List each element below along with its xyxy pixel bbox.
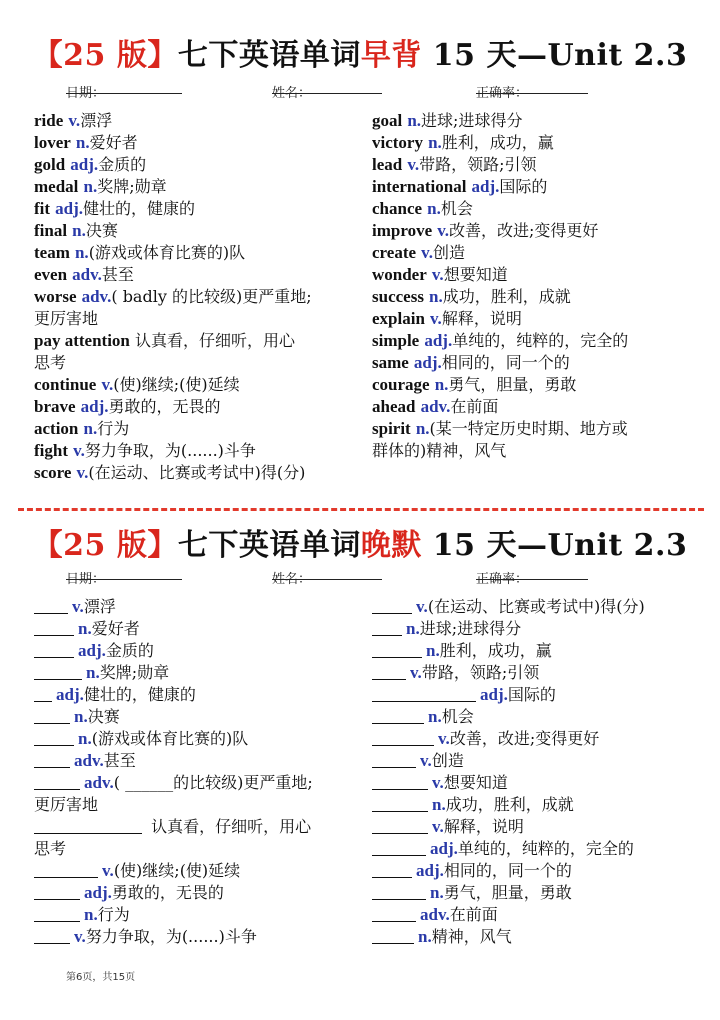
word-meaning: 相同的，同一个的 xyxy=(441,353,570,372)
word-meaning: 漂浮 xyxy=(83,597,116,616)
part-of-speech: n. xyxy=(83,419,98,438)
dictation-row xyxy=(372,728,645,750)
vocab-row xyxy=(372,242,628,264)
answer-blank[interactable] xyxy=(372,644,422,658)
accuracy-blank[interactable] xyxy=(476,82,588,94)
accuracy-label: 正确率： xyxy=(476,86,529,101)
vocab-word: even xyxy=(34,265,68,284)
evening-right-column xyxy=(372,596,645,948)
part-of-speech: n. xyxy=(86,663,100,682)
dictation-row xyxy=(372,618,645,640)
word-meaning: 精神，风气 xyxy=(431,927,512,946)
answer-blank[interactable] xyxy=(372,820,428,834)
vocab-row xyxy=(372,286,628,308)
dictation-row xyxy=(34,816,313,838)
meaning-continuation: 更厉害地 xyxy=(34,795,99,814)
part-of-speech: adj. xyxy=(480,685,508,704)
word-meaning: 带路，领路;引领 xyxy=(419,155,537,174)
part-of-speech: v. xyxy=(102,861,114,880)
vocab-row xyxy=(372,374,628,396)
word-meaning: 行为 xyxy=(97,905,130,924)
dictation-row xyxy=(34,772,313,794)
word-meaning: 努力争取，为(......)斗争 xyxy=(85,927,257,946)
part-of-speech: adj. xyxy=(424,331,453,350)
part-of-speech: n. xyxy=(407,111,422,130)
word-meaning: 甚至 xyxy=(103,751,136,770)
vocab-row xyxy=(372,264,628,286)
part-of-speech: adj. xyxy=(70,155,99,174)
word-meaning: 解释，说明 xyxy=(443,817,524,836)
word-meaning: (使)继续;(使)延续 xyxy=(113,861,241,880)
dictation-row xyxy=(372,640,645,662)
page-footer: 第6页，共15页 xyxy=(66,972,136,983)
part-of-speech: v. xyxy=(430,309,442,328)
vocab-row xyxy=(34,286,312,308)
dictation-row xyxy=(34,640,313,662)
vocab-row xyxy=(372,154,628,176)
dictation-row xyxy=(34,926,313,948)
part-of-speech: v. xyxy=(72,597,84,616)
answer-blank[interactable] xyxy=(372,930,414,944)
title-bracket: 【25 版】 xyxy=(32,38,178,73)
word-meaning: 成功，胜利，成就 xyxy=(442,287,571,306)
answer-blank[interactable] xyxy=(372,688,476,702)
answer-blank[interactable] xyxy=(34,864,98,878)
dictation-row xyxy=(34,750,313,772)
dictation-row xyxy=(34,662,313,684)
vocab-word: gold xyxy=(34,155,66,174)
dictation-row xyxy=(372,772,645,794)
part-of-speech: n. xyxy=(427,199,441,218)
vocab-word: worse xyxy=(34,287,77,306)
answer-blank[interactable] xyxy=(34,776,80,790)
name-blank[interactable] xyxy=(272,82,382,94)
vocab-word: chance xyxy=(372,199,423,218)
dictation-row xyxy=(372,750,645,772)
vocab-row xyxy=(34,374,312,396)
part-of-speech: n. xyxy=(74,243,89,262)
part-of-speech: adj. xyxy=(56,685,84,704)
word-meaning: 勇敢的，无畏的 xyxy=(111,883,224,902)
part-of-speech: adj. xyxy=(78,641,106,660)
morning-left-column xyxy=(34,110,312,484)
part-of-speech: n. xyxy=(428,133,442,152)
word-meaning: 决赛 xyxy=(87,707,120,726)
answer-blank[interactable] xyxy=(372,754,416,768)
answer-blank[interactable] xyxy=(34,754,70,768)
vocab-word: lover xyxy=(34,133,71,152)
date-label: 日期： xyxy=(66,572,106,587)
dictation-row xyxy=(372,860,645,882)
vocab-row xyxy=(372,330,628,352)
word-meaning: 奖牌;勋章 xyxy=(97,177,167,196)
vocab-word: courage xyxy=(372,375,430,394)
answer-blank[interactable] xyxy=(34,820,142,834)
part-of-speech: v. xyxy=(74,927,86,946)
part-of-speech: v. xyxy=(68,111,81,130)
word-meaning: 勇气，胆量，勇敢 xyxy=(448,375,577,394)
vocab-row xyxy=(372,352,628,374)
part-of-speech: v. xyxy=(407,155,420,174)
answer-blank[interactable] xyxy=(372,776,428,790)
part-of-speech: n. xyxy=(429,287,443,306)
part-of-speech: n. xyxy=(426,641,440,660)
word-meaning: 相同的，同一个的 xyxy=(443,861,572,880)
part-of-speech: n. xyxy=(406,619,420,638)
part-of-speech: n. xyxy=(74,707,88,726)
word-meaning: 创造 xyxy=(432,243,465,262)
answer-blank[interactable] xyxy=(372,600,412,614)
vocab-word: wonder xyxy=(372,265,427,284)
morning-title xyxy=(0,30,720,74)
answer-blank[interactable] xyxy=(372,908,416,922)
word-meaning: 创造 xyxy=(431,751,464,770)
word-meaning: 健壮的，健康的 xyxy=(83,685,196,704)
part-of-speech: adj. xyxy=(413,353,442,372)
part-of-speech: v. xyxy=(410,663,422,682)
part-of-speech: v. xyxy=(420,751,432,770)
dictation-row xyxy=(372,706,645,728)
vocab-word: action xyxy=(34,419,79,438)
vocab-word: continue xyxy=(34,375,97,394)
part-of-speech: adj. xyxy=(416,861,444,880)
word-meaning: 勇气，胆量，勇敢 xyxy=(443,883,572,902)
vocab-word: pay attention xyxy=(34,331,130,350)
part-of-speech: adv. xyxy=(81,287,112,306)
part-of-speech: v. xyxy=(101,375,114,394)
name-blank[interactable] xyxy=(272,568,382,580)
title-main-b: 15 天—Unit 2.3 xyxy=(421,38,688,73)
answer-blank[interactable] xyxy=(34,688,52,702)
word-meaning: 甚至 xyxy=(101,265,134,284)
dictation-row xyxy=(372,596,645,618)
part-of-speech: n. xyxy=(428,707,442,726)
part-of-speech: n. xyxy=(84,905,98,924)
word-meaning: 单纯的，纯粹的，完全的 xyxy=(457,839,634,858)
part-of-speech: v. xyxy=(438,729,450,748)
word-meaning: 国际的 xyxy=(499,177,548,196)
vocab-row xyxy=(372,396,628,418)
part-of-speech: adj. xyxy=(430,839,458,858)
dictation-row xyxy=(372,816,645,838)
word-meaning: 漂浮 xyxy=(80,111,113,130)
word-meaning: 单纯的，纯粹的，完全的 xyxy=(452,331,629,350)
word-meaning: 改善，改进;变得更好 xyxy=(449,221,599,240)
word-meaning: 爱好者 xyxy=(89,133,138,152)
vocab-row xyxy=(34,264,312,286)
answer-blank[interactable] xyxy=(34,732,74,746)
word-meaning: 成功，胜利，成就 xyxy=(445,795,574,814)
evening-left-column xyxy=(34,596,313,948)
answer-blank[interactable] xyxy=(34,600,68,614)
vocab-word: same xyxy=(372,353,409,372)
vocab-row xyxy=(34,154,312,176)
dictation-row xyxy=(372,926,645,948)
part-of-speech: n. xyxy=(75,133,90,152)
dictation-row xyxy=(34,882,313,904)
word-meaning: 在前面 xyxy=(450,397,499,416)
dictation-row xyxy=(372,882,645,904)
word-meaning: 解释，说明 xyxy=(441,309,522,328)
vocab-row xyxy=(372,198,628,220)
vocab-word: international xyxy=(372,177,467,196)
name-label: 姓名： xyxy=(272,572,312,587)
part-of-speech: adj. xyxy=(471,177,500,196)
vocab-word: simple xyxy=(372,331,420,350)
vocab-row xyxy=(372,220,628,242)
dictation-row xyxy=(34,904,313,926)
answer-blank[interactable] xyxy=(372,842,426,856)
dictation-row xyxy=(34,618,313,640)
answer-blank[interactable] xyxy=(372,710,424,724)
part-of-speech: v. xyxy=(73,441,85,460)
answer-blank[interactable] xyxy=(372,622,402,636)
answer-blank[interactable] xyxy=(34,622,74,636)
part-of-speech: n. xyxy=(415,419,430,438)
vocab-row xyxy=(34,110,312,132)
title-main-a: 七下英语单词 xyxy=(177,528,361,563)
vocab-row xyxy=(34,440,312,462)
part-of-speech: n. xyxy=(418,927,432,946)
answer-blank[interactable] xyxy=(34,908,80,922)
dictation-row xyxy=(372,662,645,684)
vocab-word: goal xyxy=(372,111,403,130)
vocab-word: fit xyxy=(34,199,51,218)
name-label: 姓名： xyxy=(272,86,312,101)
word-meaning: 胜利，成功，赢 xyxy=(439,641,552,660)
part-of-speech: adj. xyxy=(55,199,84,218)
part-of-speech: n. xyxy=(430,883,444,902)
answer-blank[interactable] xyxy=(34,886,80,900)
part-of-speech: n. xyxy=(72,221,86,240)
vocab-row xyxy=(372,110,628,132)
dictation-row xyxy=(34,860,313,882)
accuracy-label: 正确率： xyxy=(476,572,529,587)
part-of-speech: adv. xyxy=(72,265,102,284)
dictation-row xyxy=(34,684,313,706)
word-meaning: 机会 xyxy=(441,707,474,726)
date-blank[interactable] xyxy=(66,82,182,94)
vocab-word: explain xyxy=(372,309,425,328)
vocab-word: brave xyxy=(34,397,76,416)
part-of-speech: n. xyxy=(83,177,98,196)
word-meaning: 想要知道 xyxy=(443,773,508,792)
vocab-row xyxy=(34,242,312,264)
part-of-speech: v. xyxy=(432,773,444,792)
word-meaning: (在运动、比赛或考试中)得(分) xyxy=(88,463,306,482)
vocab-word: score xyxy=(34,463,72,482)
vocab-row xyxy=(34,418,312,440)
word-meaning: 勇敢的，无畏的 xyxy=(108,397,221,416)
vocab-word: spirit xyxy=(372,419,411,438)
word-meaning: 行为 xyxy=(97,419,130,438)
vocab-word: final xyxy=(34,221,68,240)
word-meaning: ( badly 的比较级)更严重地; xyxy=(111,287,312,306)
answer-blank[interactable] xyxy=(372,666,406,680)
part-of-speech: v. xyxy=(76,463,89,482)
word-meaning: 国际的 xyxy=(507,685,556,704)
part-of-speech: adj. xyxy=(84,883,112,902)
vocab-row xyxy=(34,220,312,242)
evening-title xyxy=(0,520,720,564)
vocab-row xyxy=(34,396,312,418)
accuracy-blank[interactable] xyxy=(476,568,588,580)
word-meaning: 想要知道 xyxy=(443,265,508,284)
part-of-speech: v. xyxy=(432,817,444,836)
vocab-word: ahead xyxy=(372,397,416,416)
word-meaning: 进球;进球得分 xyxy=(419,619,522,638)
title-main-b: 15 天—Unit 2.3 xyxy=(421,528,688,563)
word-meaning: 奖牌;勋章 xyxy=(99,663,170,682)
word-meaning: 健壮的，健康的 xyxy=(83,199,196,218)
word-meaning: (使)继续;(使)延续 xyxy=(113,375,240,394)
vocab-word: victory xyxy=(372,133,423,152)
meaning-continuation: 思考 xyxy=(34,839,67,858)
part-of-speech: adv. xyxy=(420,397,451,416)
part-of-speech: v. xyxy=(431,265,444,284)
part-of-speech: v. xyxy=(437,221,450,240)
answer-blank[interactable] xyxy=(372,886,426,900)
answer-blank[interactable] xyxy=(34,710,70,724)
vocab-row xyxy=(372,132,628,154)
part-of-speech: n. xyxy=(78,619,92,638)
word-meaning: 金质的 xyxy=(98,155,147,174)
morning-right-column xyxy=(372,110,628,462)
vocab-row xyxy=(372,308,628,330)
dictation-row xyxy=(372,838,645,860)
vocab-word: success xyxy=(372,287,424,306)
date-blank[interactable] xyxy=(66,568,182,580)
word-meaning: (游戏或体育比赛的)队 xyxy=(91,729,249,748)
part-of-speech: n. xyxy=(434,375,449,394)
word-meaning: 机会 xyxy=(440,199,473,218)
vocab-word: create xyxy=(372,243,417,262)
part-of-speech: adv. xyxy=(420,905,450,924)
part-of-speech: v. xyxy=(416,597,428,616)
vocab-row xyxy=(34,132,312,154)
word-meaning: 金质的 xyxy=(105,641,154,660)
part-of-speech: v. xyxy=(421,243,433,262)
vocab-row xyxy=(34,198,312,220)
dictation-row xyxy=(34,706,313,728)
word-meaning: 在前面 xyxy=(449,905,498,924)
title-bracket: 【25 版】 xyxy=(32,528,178,563)
dictation-row xyxy=(372,684,645,706)
dictation-row xyxy=(34,728,313,750)
word-meaning: (某一特定历史时期、地方或 xyxy=(429,419,628,438)
part-of-speech: adj. xyxy=(80,397,109,416)
title-main-a: 七下英语单词 xyxy=(177,38,361,73)
word-meaning: ( ______的比较级)更严重地; xyxy=(113,773,313,792)
vocab-row xyxy=(372,418,628,440)
word-meaning: 努力争取，为(......)斗争 xyxy=(84,441,256,460)
meaning-continuation: 群体的)精神，风气 xyxy=(372,441,507,460)
dictation-row xyxy=(372,794,645,816)
section-divider xyxy=(18,508,704,511)
meaning-continuation: 思考 xyxy=(34,353,67,372)
answer-blank[interactable] xyxy=(34,930,70,944)
answer-blank[interactable] xyxy=(372,864,412,878)
answer-blank[interactable] xyxy=(34,666,82,680)
vocab-word: fight xyxy=(34,441,68,460)
part-of-speech: adv. xyxy=(84,773,114,792)
part-of-speech: n. xyxy=(432,795,446,814)
date-label: 日期： xyxy=(66,86,106,101)
word-meaning: 爱好者 xyxy=(91,619,140,638)
word-meaning: 胜利，成功，赢 xyxy=(441,133,554,152)
vocab-row xyxy=(372,176,628,198)
part-of-speech: n. xyxy=(78,729,92,748)
word-meaning: 带路，领路;引领 xyxy=(421,663,540,682)
vocab-word: improve xyxy=(372,221,433,240)
vocab-word: ride xyxy=(34,111,64,130)
word-meaning: 进球;进球得分 xyxy=(421,111,523,130)
title-highlight: 早背 xyxy=(360,38,422,73)
answer-blank[interactable] xyxy=(34,644,74,658)
part-of-speech: adv. xyxy=(74,751,104,770)
word-meaning: 决赛 xyxy=(85,221,118,240)
vocab-word: lead xyxy=(372,155,403,174)
word-meaning: 改善，改进;变得更好 xyxy=(449,729,600,748)
dictation-row xyxy=(372,904,645,926)
word-meaning: 认真看，仔细听，用心 xyxy=(129,331,295,350)
vocab-word: medal xyxy=(34,177,79,196)
vocab-word: team xyxy=(34,243,70,262)
vocab-row xyxy=(34,462,312,484)
word-meaning: (游戏或体育比赛的)队 xyxy=(88,243,246,262)
word-meaning: (在运动、比赛或考试中)得(分) xyxy=(427,597,645,616)
answer-blank[interactable] xyxy=(372,798,428,812)
answer-blank[interactable] xyxy=(372,732,434,746)
meaning-continuation: 更厉害地 xyxy=(34,309,99,328)
vocab-row xyxy=(34,330,312,352)
title-highlight: 晚默 xyxy=(360,528,422,563)
vocab-row xyxy=(34,176,312,198)
word-meaning: 认真看，仔细听，用心 xyxy=(146,817,312,836)
dictation-row xyxy=(34,596,313,618)
